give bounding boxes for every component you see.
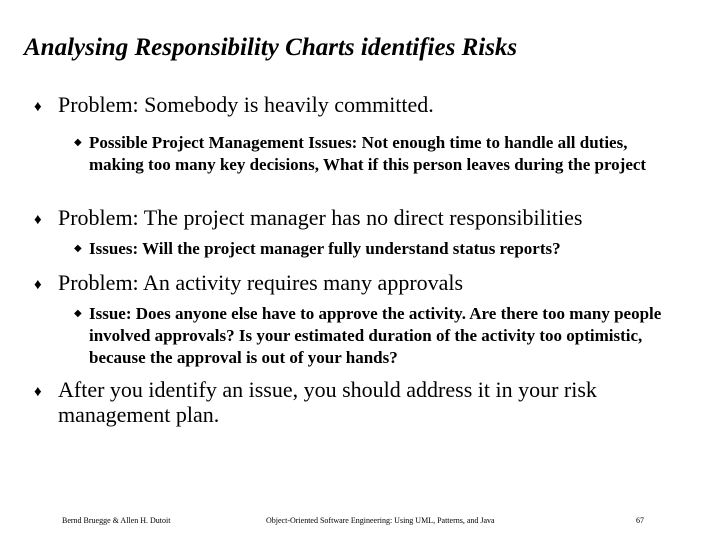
footer-authors: Bernd Bruegge & Allen H. Dutoit — [62, 516, 171, 525]
small-diamond-bullet-icon: ◆ — [74, 243, 82, 254]
bullet-1-text: Problem: Somebody is heavily committed. — [58, 92, 434, 117]
diamond-bullet-icon: ♦ — [34, 99, 42, 115]
bullet-4 — [34, 377, 658, 427]
sub-bullet-3 — [74, 303, 669, 369]
bullet-2 — [34, 205, 678, 235]
sub-bullet-1-text: Possible Project Management Issues: Not enough time to handle all duties, making too many key decisions, What if this person leaves during the project — [89, 133, 647, 174]
diamond-bullet-icon: ♦ — [34, 384, 42, 400]
bullet-4-text: After you identify an issue, you should address it in your risk management plan. — [58, 377, 597, 427]
bullet-3 — [34, 270, 678, 300]
bullet-1 — [34, 92, 678, 122]
sub-bullet-1 — [74, 132, 669, 176]
sub-bullet-3-text: Issue: Does anyone else have to approve the activity. Are there too many people involved approvals? Is your estimated duration of the activity too optimistic, because the approval is out of your hands? — [89, 304, 662, 367]
bullet-3-text: Problem: An activity requires many approvals — [58, 270, 464, 295]
diamond-bullet-icon: ♦ — [34, 277, 42, 293]
bullet-2-text: Problem: The project manager has no direct responsibilities — [58, 205, 583, 230]
sub-bullet-2 — [74, 238, 669, 260]
page-number: 67 — [636, 516, 644, 525]
diamond-bullet-icon: ♦ — [34, 212, 42, 228]
small-diamond-bullet-icon: ◆ — [74, 308, 82, 319]
footer-book-title: Object-Oriented Software Engineering: Using UML, Patterns, and Java — [266, 516, 495, 525]
sub-bullet-2-text: Issues: Will the project manager fully understand status reports? — [89, 239, 561, 258]
small-diamond-bullet-icon: ◆ — [74, 137, 82, 148]
slide-title: Analysing Responsibility Charts identifies Risks — [24, 34, 518, 61]
